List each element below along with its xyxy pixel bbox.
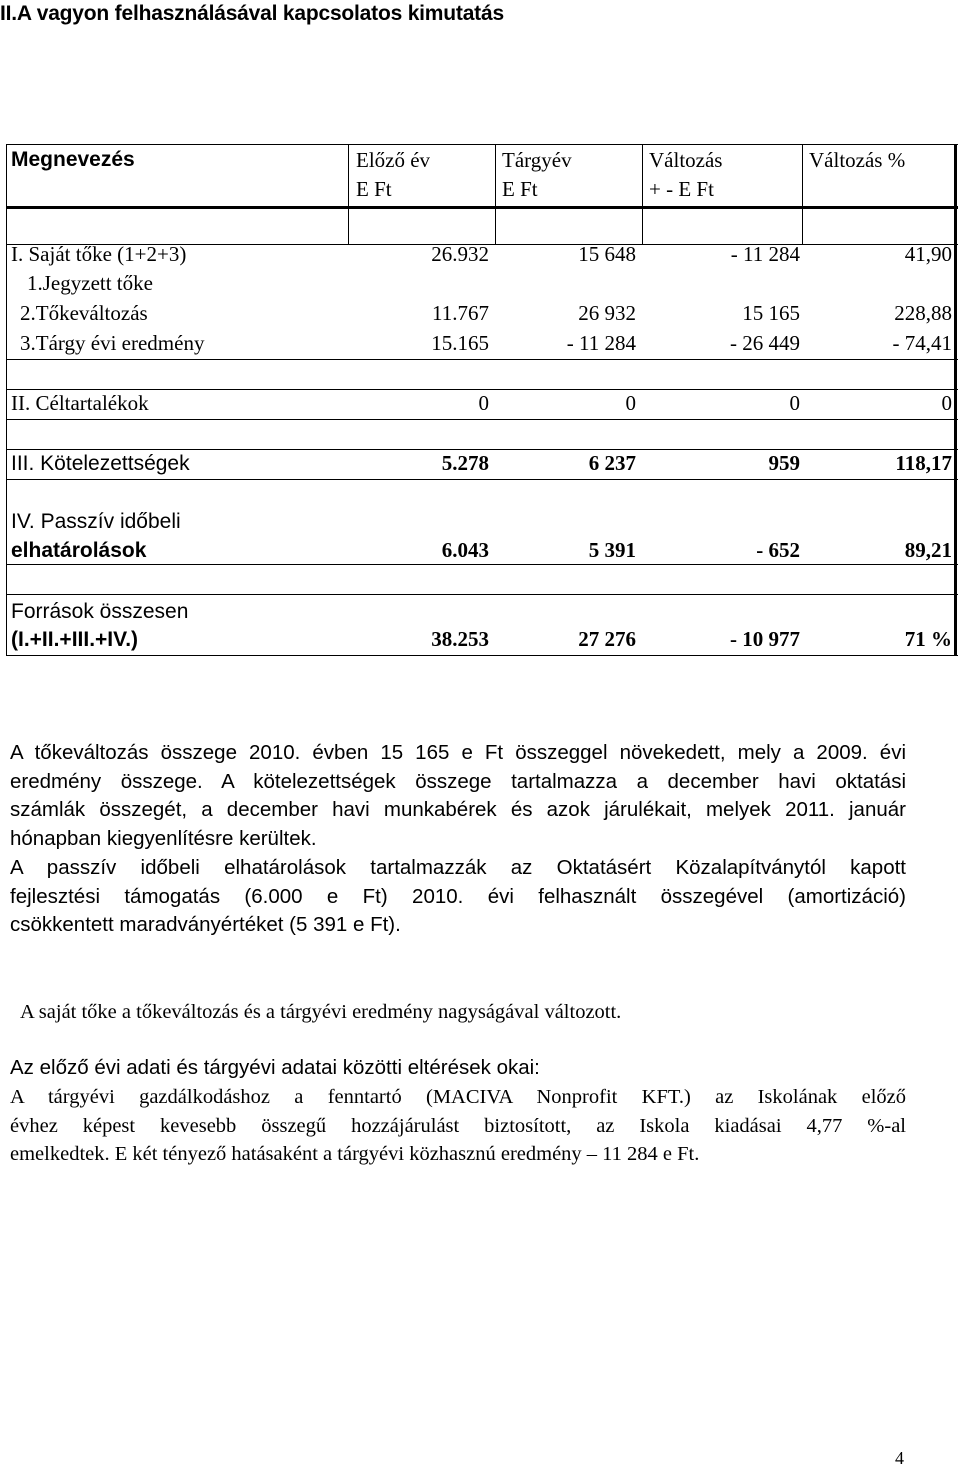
row-prev: 6.043 [441, 538, 489, 562]
row-prev: 0 [478, 391, 489, 415]
spacer-col-sep [642, 209, 643, 244]
header-change: Változás [649, 148, 723, 172]
spacer-col-sep [495, 209, 496, 244]
row-prev: 26.932 [431, 242, 489, 266]
row-name-line1: IV. Passzív időbeli [11, 510, 181, 533]
header-prev-year: Előző év [356, 148, 431, 172]
header-separator [6, 206, 958, 209]
row-line [6, 594, 958, 595]
row-curr: 6 237 [588, 451, 636, 475]
row-pct: 228,88 [894, 301, 952, 325]
paragraph-capital-change [10, 739, 906, 853]
row-curr: 27 276 [578, 627, 636, 651]
paragraph-equity [20, 998, 916, 1027]
row-name: 2.Tőkeváltozás [20, 301, 148, 325]
row-name-line2: elhatárolások [11, 539, 147, 562]
header-curr-year: Tárgyév [502, 148, 572, 172]
row-curr: 15 648 [578, 242, 636, 266]
row-curr: 0 [625, 391, 636, 415]
header-change-pct: Változás % [809, 148, 906, 172]
table-header [6, 146, 958, 206]
row-curr: - 11 284 [566, 331, 636, 355]
spacer-col-sep [802, 209, 803, 244]
row-curr: 26 932 [578, 301, 636, 325]
row-change: 15 165 [742, 301, 800, 325]
text-line: Az előző évi adati és tárgyévi adatai közötti eltérések okai: [10, 1056, 540, 1079]
text-line: A tárgyévi gazdálkodáshoz a fenntartó (MACIVA Nonprofit KFT.) az Iskolának előző [10, 1086, 906, 1108]
text-line: emelkedtek. E két tényező hatásaként a tárgyévi közhasznú eredmény – 11 284 e Ft. [10, 1143, 700, 1166]
row-pct: - 74,41 [892, 331, 952, 355]
row-line [6, 359, 958, 360]
spacer-col-sep [348, 209, 349, 244]
paragraph-deferrals [10, 854, 906, 940]
header-change-unit: + - E Ft [649, 177, 714, 201]
row-pct: 71 % [904, 627, 952, 651]
row-pct: 118,17 [895, 451, 952, 475]
text-line: eredmény összege. A kötelezettségek összege tartalmazza a december havi oktatási [10, 769, 906, 793]
row-pct: 0 [941, 391, 952, 415]
row-name: III. Kötelezettségek [11, 452, 190, 475]
row-pct: 41,90 [904, 242, 952, 266]
row-change: 0 [789, 391, 800, 415]
text-line: A tőkeváltozás összege 2010. évben 15 165 e Ft összeggel növekedett, mely a 2009. évi [10, 741, 906, 764]
text-line: számlák összegét, a december havi munkabérek és azok járulékait, melyek 2011. január [10, 798, 906, 822]
text-line: hónapban kiegyenlítésre kerültek. [10, 826, 317, 850]
row-name-line1: Források összesen [11, 600, 189, 623]
header-name: Megnevezés [11, 148, 135, 171]
table-border-left [6, 144, 7, 656]
asset-usage-table [6, 144, 958, 656]
row-prev: 15.165 [431, 331, 489, 355]
table-border-bottom [6, 655, 958, 656]
text-line: A saját tőke a tőkeváltozás és a tárgyévi eredmény nagyságával változott. [20, 1001, 622, 1023]
page-number: 4 [895, 1448, 904, 1468]
row-name: 1.Jegyzett tőke [27, 271, 153, 295]
row-name-line2: (I.+II.+III.+IV.) [11, 628, 139, 651]
row-line [6, 479, 958, 480]
row-name: 3.Tárgy évi eredmény [20, 331, 205, 355]
row-change: - 10 977 [730, 627, 800, 651]
text-line: A passzív időbeli elhatárolások tartalmazzák az Oktatásért Közalapítványtól kapott [10, 856, 906, 879]
table-border-right [954, 144, 957, 656]
header-curr-unit: E Ft [502, 177, 538, 201]
row-prev: 11.767 [432, 301, 489, 325]
row-prev: 38.253 [431, 627, 489, 651]
row-prev: 5.278 [441, 451, 489, 475]
row-change: - 11 284 [730, 242, 800, 266]
row-line [6, 419, 958, 420]
text-line: csökkentett maradványértéket (5 391 e Ft). [10, 913, 401, 937]
row-name: I. Saját tőke (1+2+3) [11, 242, 187, 266]
text-line: fejlesztési támogatás (6.000 e Ft) 2010. évi felhasznált összegével (amortizáció) [10, 884, 906, 908]
table-border-top [6, 144, 958, 145]
paragraph-differences [10, 1083, 906, 1169]
text-line: évhez képest kevesebb összegű hozzájárulást biztosított, az Iskola kiadásai 4,77 %-al [10, 1114, 906, 1137]
row-curr: 5 391 [588, 538, 636, 562]
paragraph-differences-heading [10, 1054, 906, 1083]
row-name: II. Céltartalékok [11, 391, 149, 415]
header-prev-unit: E Ft [356, 177, 392, 201]
page-title: II.A vagyon felhasználásával kapcsolatos kimutatás [0, 2, 504, 25]
row-pct: 89,21 [904, 538, 952, 562]
row-change: 959 [768, 451, 800, 475]
row-change: - 26 449 [730, 331, 800, 355]
row-change: - 652 [756, 538, 800, 562]
